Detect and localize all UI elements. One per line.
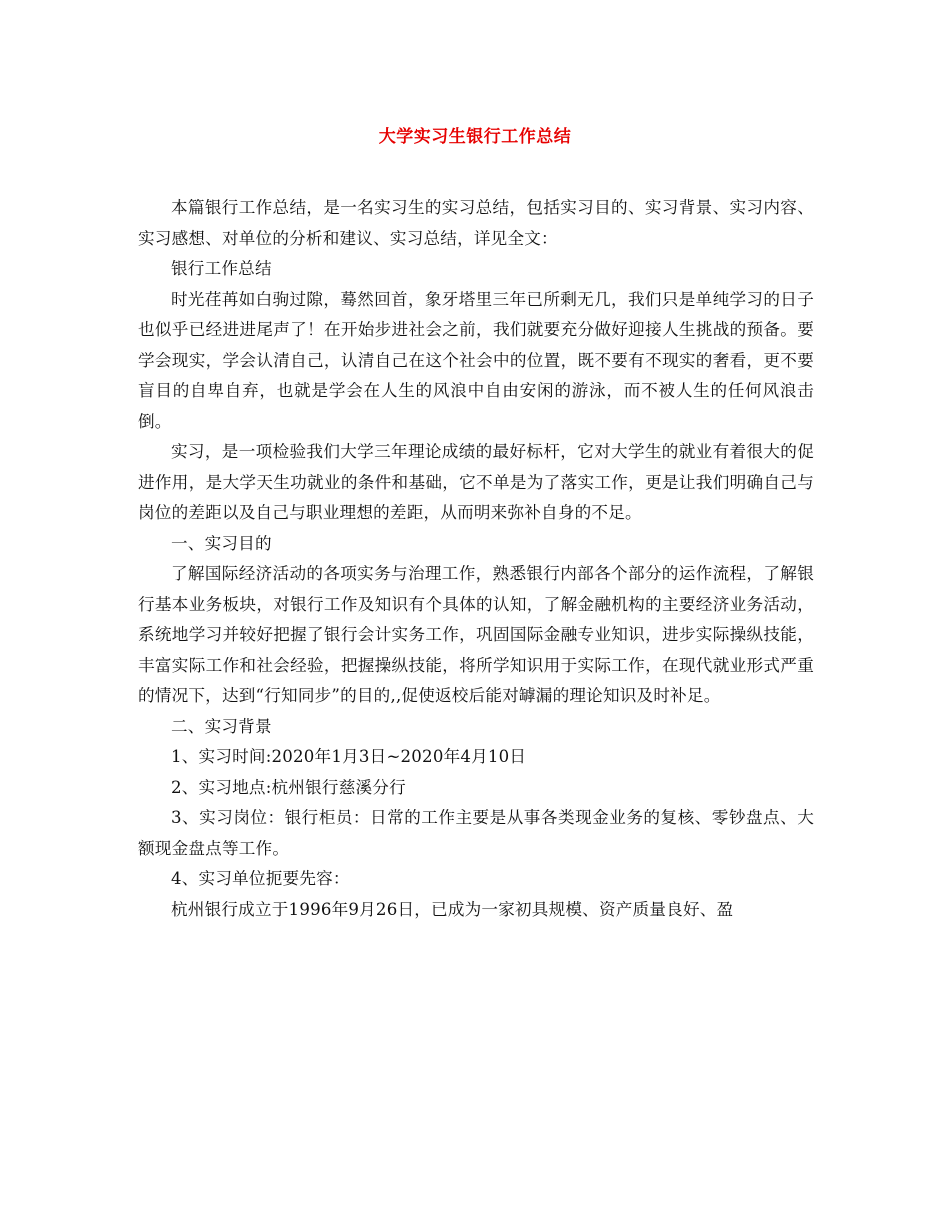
document-body (138, 193, 814, 925)
paragraph: 杭州银行成立于1996年9月26日，已成为一家初具规模、资产质量良好、盈 (171, 899, 734, 919)
list-item-location: 2、实习地点:杭州银行慈溪分行 (171, 777, 406, 797)
paragraph-intro: 本篇银行工作总结，是一名实习生的实习总结，包括实习目的、实习背景、实习内容、实习感想、对单位的分析和建议、实习总结，详见全文： (138, 198, 814, 248)
paragraph: 时光荏苒如白驹过隙，蓦然回首，象牙塔里三年已所剩无几，我们只是单纯学习的日子也似乎已经进进尾声了！在开始步进社会之前，我们就要充分做好迎接人生挑战的预备。要学会现实，学会认清自己，认清自己在这个社会中的位置，既不要有不现实的奢看，更不要盲目的自卑自弃，也就是学会在人生的风浪中自由安闲的游泳，而不被人生的任何风浪击倒。 (138, 289, 814, 431)
section-heading-background: 二、实习背景 (171, 716, 272, 736)
paragraph: 实习，是一项检验我们大学三年理论成绩的最好标杆，它对大学生的就业有着很大的促进作用，是大学天生功就业的条件和基础，它不单是为了落实工作，更是让我们明确自己与岗位的差距以及自己与职业理想的差距，从而明来弥补自身的不足。 (138, 442, 814, 522)
section-heading-purpose: 一、实习目的 (171, 533, 272, 553)
list-item-time: 1、实习时间:2020年1月3日~2020年4月10日 (171, 747, 527, 766)
paragraph: 了解国际经济活动的各项实务与治理工作，熟悉银行内部各个部分的运作流程，了解银行基本业务板块，对银行工作及知识有个具体的认知，了解金融机构的主要经济业务活动，系统地学习并较好把握了银行会计实务工作，巩固国际金融专业知识，进步实际操纵技能，丰富实际工作和社会经验，把握操纵技能，将所学知识用于实际工作，在现代就业形式严重的情况下，达到“行知同步”的目的,,促使返校后能对罅漏的理论知识及时补足。 (138, 564, 814, 705)
document-title: 大学实习生银行工作总结 (378, 127, 572, 147)
list-item-unit: 4、实习单位扼要先容： (171, 869, 350, 888)
paragraph-subtitle: 银行工作总结 (171, 259, 272, 278)
list-item-position: 3、实习岗位：银行柜员：日常的工作主要是从事各类现金业务的复核、零钞盘点、大额现金盘点等工作。 (138, 808, 814, 858)
